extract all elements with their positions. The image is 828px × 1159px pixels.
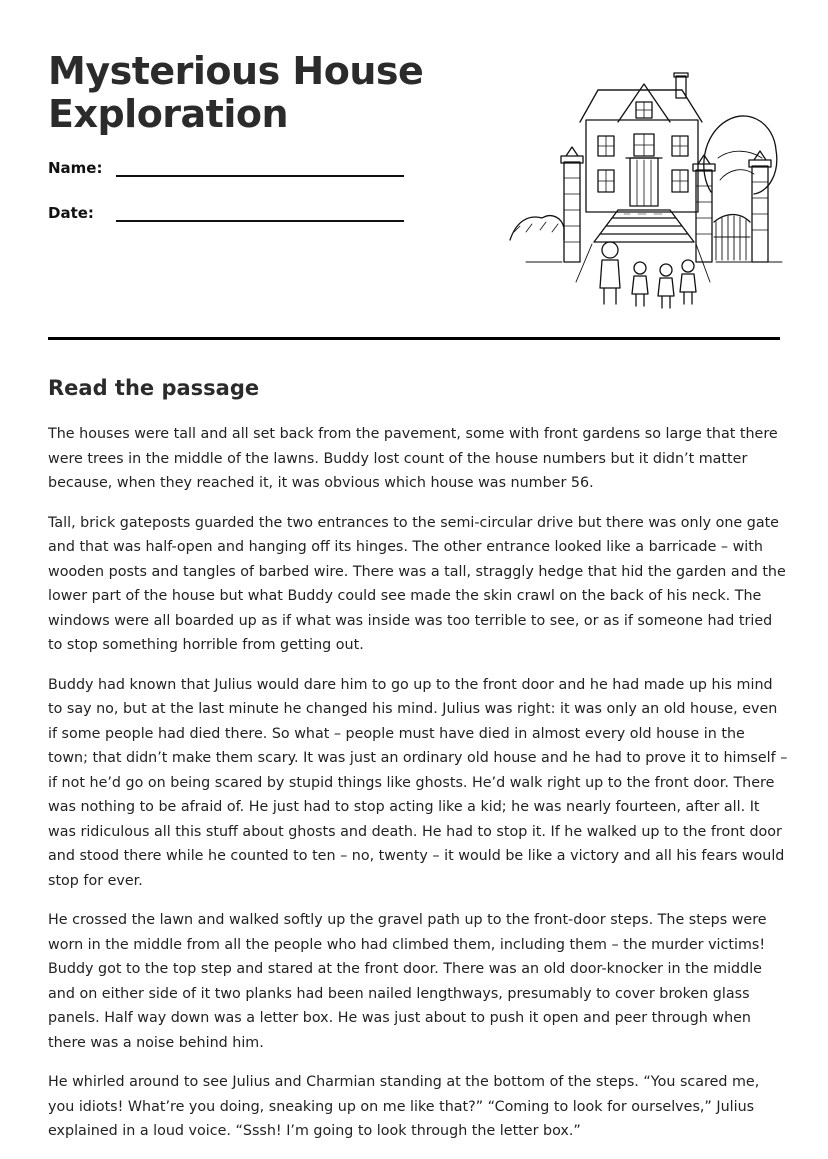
section-heading: Read the passage: [48, 376, 260, 400]
reading-passage: [48, 422, 788, 1159]
name-field: [48, 159, 102, 177]
title-line-1: Mysterious House: [48, 49, 424, 93]
name-write-line[interactable]: [116, 175, 404, 177]
haunted-house-illustration-icon: [506, 62, 786, 312]
date-label: Date:: [48, 204, 94, 222]
date-field: [48, 204, 94, 222]
passage-paragraph-2: Tall, brick gateposts guarded the two entrances to the semi-circular drive but there was only one gate and that was half-open and hanging off its hinges. The other entrance looked like a barricade – with wooden posts and tangles of barbed wire. There was a tall, straggly hedge that hid the garden and the lower part of the house but what Buddy could see made the skin crawl on the back of his neck. The windows were all boarded up as if what was inside was too terrible to see, or as if someone had tried to stop something horrible from getting out.: [48, 514, 786, 653]
header-divider: [48, 337, 780, 340]
worksheet-title: [48, 50, 423, 136]
passage-paragraph-4: He crossed the lawn and walked softly up the gravel path up to the front-door steps. The steps were worn in the middle from all the people who had climbed them, including them – the murder victims! Buddy got to the top step and stared at the front door. There was an old door-knocker in the middle and on either side of it two planks had been nailed lengthways, presumably to cover broken glass panels. Half way down was a letter box. He was just about to push it open and peer through when there was a noise behind him.: [48, 912, 767, 1051]
name-label: Name:: [48, 159, 103, 177]
passage-paragraph-3: Buddy had known that Julius would dare him to go up to the front door and he had made up his mind to say no, but at the last minute he changed his mind. Julius was right: it was only an old house, even if some people had died there. So what – people must have died in almost every old house in the town; that didn’t make them scary. It was just an ordinary old house and he had to prove it to himself – if not he’d go on being scared by stupid things like ghosts. He’d walk right up to the front door. There was nothing to be afraid of. He just had to stop acting like a kid; he was nearly fourteen, after all. It was ridiculous all this stuff about ghosts and death. He had to stop it. If he walked up to the front door and stood there while he counted to ten – no, twenty – it would be like a victory and all his fears would stop for ever.: [48, 676, 788, 889]
title-line-2: Exploration: [48, 92, 289, 136]
date-write-line[interactable]: [116, 220, 404, 222]
passage-paragraph-5: He whirled around to see Julius and Charmian standing at the bottom of the steps. “You scared me, you idiots! What’re you doing, sneaking up on me like that?” “Coming to look for ourselves,” Julius explained in a loud voice. “Sssh! I’m going to look through the letter box.”: [48, 1074, 760, 1139]
passage-paragraph-1: The houses were tall and all set back from the pavement, some with front gardens so large that there were trees in the middle of the lawns. Buddy lost count of the house numbers but it didn’t matter because, when they reached it, it was obvious which house was number 56.: [48, 426, 778, 491]
